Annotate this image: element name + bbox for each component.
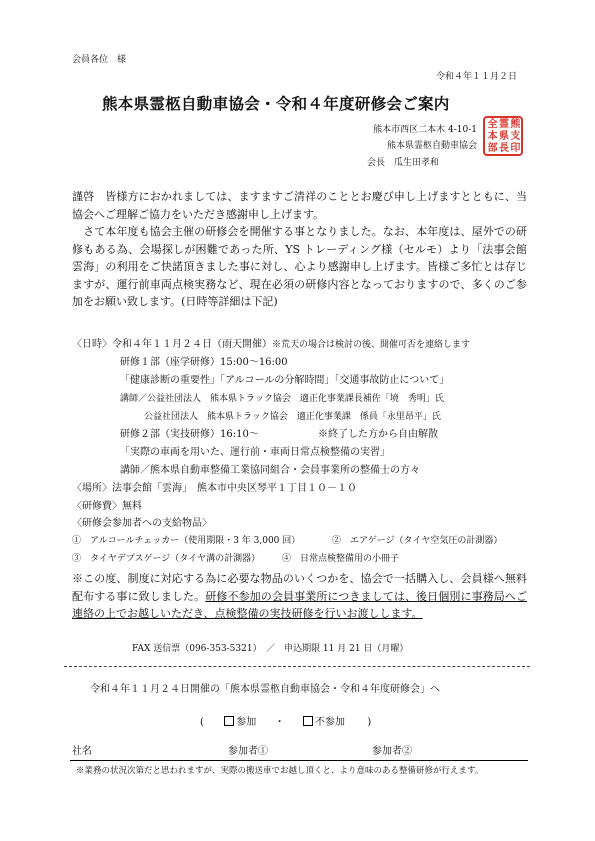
not-attend-label: 不参加 <box>315 717 346 728</box>
attendance-choice <box>200 716 371 729</box>
supply-item-4: ④ 日常点検整備用の小冊子 <box>282 554 400 564</box>
venue: 〈場所〉法事会館「雲海」 熊本市中央区琴平１丁目１０－１０ <box>72 483 357 494</box>
session2-topic: 「実際の車両を用いた、運行前・車両日常点検整備の実習」 <box>120 447 390 458</box>
seal-char: 全 <box>487 119 498 130</box>
seal-char: 霊 <box>498 119 509 130</box>
notice-text: ※この度、制度に対応する為に必要な物品のいくつかを、協会で一括購入し、会員様へ無料配布する事に致しました。 <box>72 572 527 603</box>
seal-char: 支 <box>510 131 521 142</box>
supply-item-3: ③ タイヤデプスゲージ（タイヤ溝の計測器） <box>72 554 261 564</box>
fax-line: FAX 送信票（096-353-5321） ／ 申込期限 11 月 21 日（月曜） <box>132 644 409 654</box>
announcement-paragraph: さて本年度も協会主催の研修会を開催する事となりました。なお、本年度は、屋外での研修もある為、会場探しが困難であった所、YS トレーディング様（セルモ）より「法事会館 雲海」の利用をご快諾頂きました事に対し、心より感謝申し上げます。皆様ご多忙とは存じますが、運行前車両点検実務など、現在必須の研修内容となっておりますので、多くのご参加をお願い致します。(日時等詳細は下記) <box>72 225 538 308</box>
attend-label: 参加 <box>236 717 257 728</box>
intro-paragraphs <box>72 188 538 311</box>
company-name-label: 社名 <box>72 746 92 757</box>
seal-char: 県 <box>498 131 509 142</box>
session2-time: 研修２部（実技研修）16:10～ <box>120 429 259 440</box>
weather-note: ※荒天の場合は検討の後、開催可否を連絡します <box>272 340 471 350</box>
choice-separator: ・ <box>274 717 285 728</box>
participant1-label: 参加者① <box>228 746 268 757</box>
seal-char: 部 <box>487 143 498 154</box>
supply-item-2: ② エアゲージ（タイヤ空気圧の計測器） <box>332 536 503 546</box>
close-paren: ) <box>367 717 372 728</box>
session1-lecturer-b: 公益社団法人 熊本県トラック協会 適正化事業課 係員「永里昂平」氏 <box>144 412 441 422</box>
notice-underlined-text: 研修不参加の会員事業所につきましては、後日個別に事務局へご連絡の上でお越しいただき、点検整備の実技研修を行いお渡しします。 <box>72 589 527 620</box>
session1-time: 研修１部（座学研修）15:00～16:00 <box>120 357 288 368</box>
signature-line <box>70 760 528 761</box>
cut-line <box>64 666 530 667</box>
supplies-heading: 〈研修会参加者への支給物品〉 <box>72 518 212 529</box>
fee: 〈研修費〉無料 <box>72 501 142 512</box>
notice-paragraph <box>72 570 527 623</box>
session2-note: ※終了した方から自由解散 <box>318 429 438 440</box>
attend-checkbox[interactable] <box>224 716 234 726</box>
recipient-line: 会員各位 様 <box>72 55 127 65</box>
footnote: ※業務の状況次第だと思われますが、実際の搬送車でお越し頂くと、より意味のある整備研修が行えます。 <box>76 766 484 776</box>
seal-char: 印 <box>510 143 521 154</box>
form-heading: 令和４年１１月２４日開催の「熊本県霊柩自動車協会・令和４年度研修会」へ <box>90 684 440 695</box>
official-seal <box>483 116 523 156</box>
participant2-label: 参加者② <box>372 746 412 757</box>
sender-chair: 会長 瓜生田孝和 <box>366 158 439 168</box>
open-paren: ( <box>200 717 204 728</box>
seal-char: 長 <box>498 143 509 154</box>
greeting-paragraph: 謹啓 皆様方におかれましては、ますますご清祥のこととお慶び申し上げますとともに、当協会へご理解ご協力をいただき感謝申し上げます。 <box>72 190 527 221</box>
session1-lecturer-a: 講師／公益社団法人 熊本県トラック協会 適正化事業課長補佐「境 秀明」氏 <box>120 394 444 404</box>
sender-address: 熊本市西区二本木 4-10-1 <box>373 125 477 135</box>
not-attend-checkbox[interactable] <box>303 716 313 726</box>
supply-item-1: ① アルコールチェッカー（使用期限・3 年 3,000 回） <box>72 536 301 546</box>
session2-lecturer: 講師／熊本県自動車整備工業協同組合・会員事業所の整備士の方々 <box>120 465 420 476</box>
sender-organization: 熊本県霊柩自動車協会 <box>386 141 477 151</box>
event-date-label: 〈日時〉令和４年１１月２４日（雨天開催） <box>72 339 272 350</box>
seal-characters <box>487 119 521 155</box>
session1-topics: 「健康診断の重要性」「アルコールの分解時間」「交通事故防止について」 <box>120 375 450 386</box>
seal-char: 熊 <box>510 119 521 130</box>
seal-char: 本 <box>487 131 498 142</box>
issue-date: 令和４年１１月２日 <box>435 72 517 82</box>
page-title: 熊本県霊柩自動車協会・令和４年度研修会ご案内 <box>102 94 450 113</box>
event-date <box>72 338 470 351</box>
